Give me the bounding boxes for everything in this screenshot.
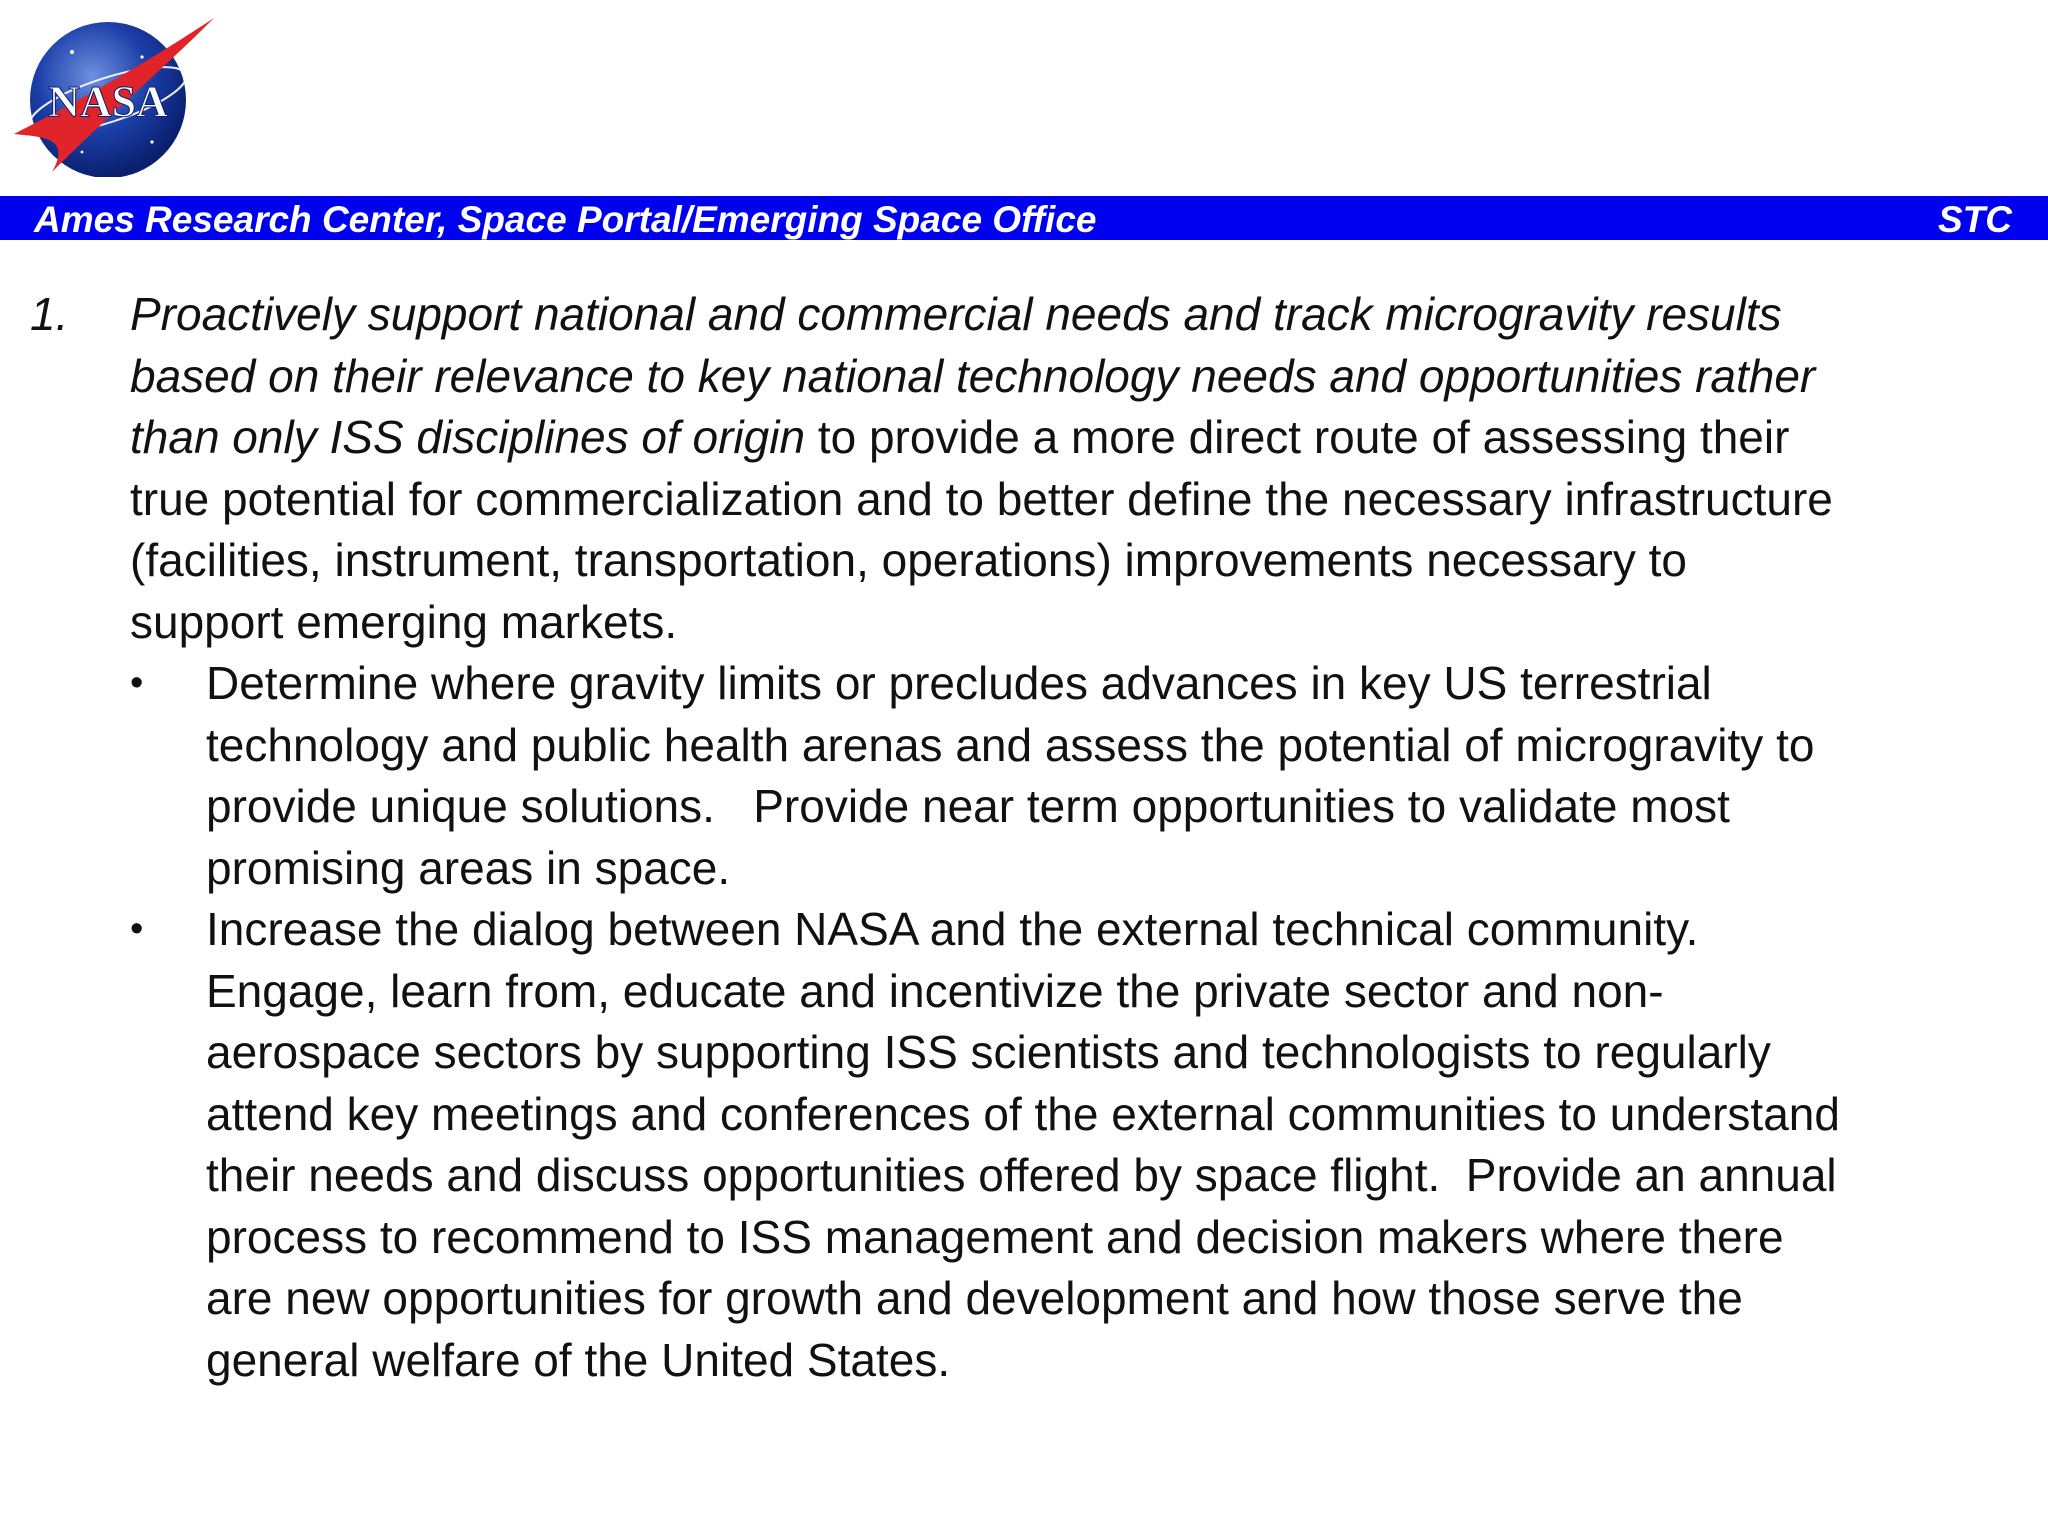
bullet-line: are new opportunities for growth and development and how those serve the (206, 1272, 1743, 1324)
bullet-line: Determine where gravity limits or precludes advances in key US terrestrial (206, 657, 1712, 709)
bullet-line: promising areas in space. (206, 841, 731, 894)
bullet-marker: • (130, 662, 144, 704)
header-bar (0, 196, 2048, 240)
bullet-line: Engage, learn from, educate and incentivize the private sector and non- (206, 964, 1664, 1017)
item-paragraph (130, 284, 2035, 653)
bullet-line: attend key meetings and conferences of the external communities to understand (206, 1087, 1840, 1140)
item-line: support emerging markets. (130, 595, 678, 648)
bullet-line: Increase the dialog between NASA and the external technical community. (206, 903, 1699, 955)
bullet-line: process to recommend to ISS management and decision makers where there (206, 1210, 1784, 1263)
bullet-line: provide unique solutions. Provide near term opportunities to validate most (206, 780, 1730, 832)
bullet-marker: • (130, 908, 144, 950)
item-line: based on their relevance to key national technology needs and opportunities rather (130, 349, 1816, 402)
nasa-meatball-icon (12, 12, 217, 177)
bullet-line: their needs and discuss opportunities offered by space flight. Provide an annual (206, 1149, 1837, 1201)
header-title: Ames Research Center, Space Portal/Emerging Space Office (34, 199, 1097, 240)
bullet-line: technology and public health arenas and assess the potential of microgravity to (206, 718, 1815, 771)
nasa-logo (12, 12, 217, 177)
item-number: 1. (30, 288, 69, 340)
header-code: STC (1938, 199, 2012, 240)
item-line: than only ISS disciplines of origin to provide a more direct route of assessing their (130, 411, 1790, 463)
item-line: Proactively support national and commercial needs and track microgravity results (130, 288, 1782, 340)
bullet-item (206, 899, 2036, 1391)
item-line: true potential for commercialization and to better define the necessary infrastructure (130, 472, 1833, 525)
item-line: (facilities, instrument, transportation, operations) improvements necessary to (130, 534, 1687, 586)
bullet-item (206, 653, 2036, 899)
bullet-line: general welfare of the United States. (206, 1333, 951, 1386)
bullet-line: aerospace sectors by supporting ISS scientists and technologists to regularly (206, 1026, 1771, 1078)
svg-text:NASA: NASA (48, 77, 168, 126)
